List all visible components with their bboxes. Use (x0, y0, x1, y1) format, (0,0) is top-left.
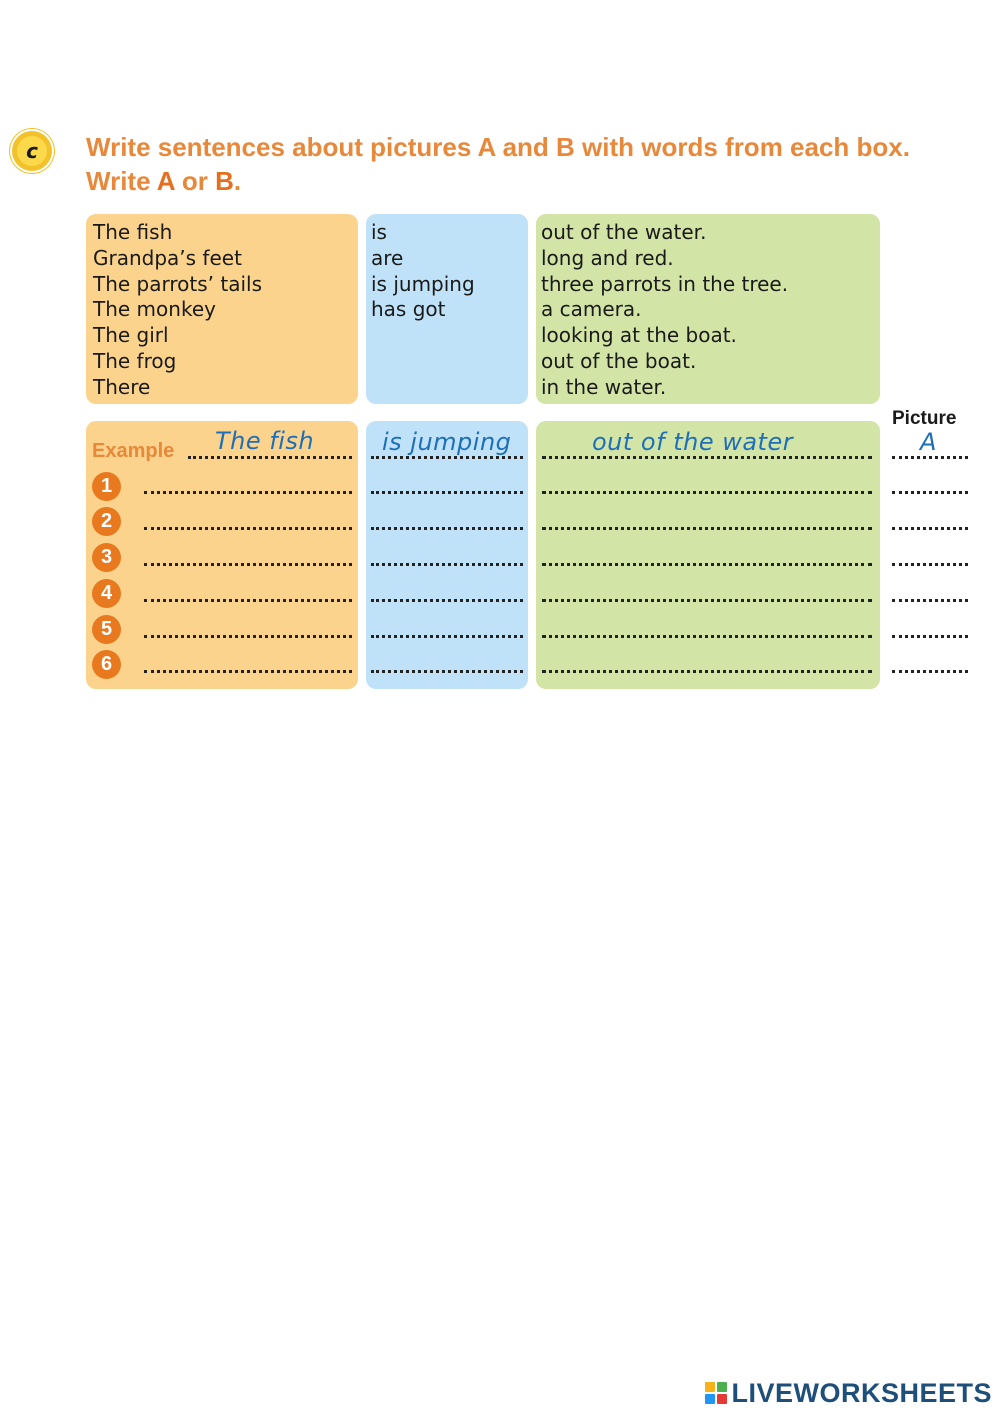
subject-word: The monkey (93, 297, 216, 322)
row-number: 2 (92, 507, 121, 536)
exercise-instruction (86, 130, 966, 198)
example-ending-line (542, 456, 872, 459)
example-verb-line (371, 456, 523, 459)
subject-answer-field[interactable] (144, 599, 352, 602)
endings-list (541, 220, 788, 401)
row-number: 6 (92, 650, 121, 679)
brand-name: LIVEWORKSHEETS (731, 1377, 992, 1408)
ending-word: a camera. (541, 297, 642, 322)
liveworksheets-logo-icon (705, 1382, 727, 1404)
instruction-letter-b: B (215, 166, 234, 196)
verb-answer-field[interactable] (371, 527, 523, 530)
subject-word: The fish (93, 220, 173, 244)
picture-answer-field[interactable] (892, 527, 968, 530)
ending-word: out of the boat. (541, 348, 697, 373)
picture-answer-field[interactable] (892, 670, 968, 673)
instruction-end: . (233, 166, 242, 196)
ending-answer-field[interactable] (542, 670, 872, 673)
footer-brand[interactable] (705, 1376, 992, 1410)
subject-word: The parrots’ tails (93, 271, 263, 296)
ending-word: three parrots in the tree. (541, 271, 789, 296)
verb-word: are (371, 245, 404, 270)
subject-word: The girl (93, 323, 169, 348)
example-label: Example (92, 440, 175, 462)
example-ending-answer: out of the water (592, 428, 794, 456)
example-picture-answer: A (920, 428, 937, 456)
row-number: 5 (92, 615, 121, 644)
verb-answer-field[interactable] (371, 670, 523, 673)
verb-word: has got (371, 297, 446, 322)
subject-answer-field[interactable] (144, 670, 352, 673)
ending-word: looking at the boat. (541, 323, 737, 348)
ending-word: long and red. (541, 245, 674, 270)
ending-word: in the water. (541, 374, 667, 399)
verb-word: is jumping (371, 271, 475, 296)
ending-word: out of the water. (541, 220, 707, 244)
example-subject-answer: The fish (215, 427, 315, 455)
subject-word: Grandpa’s feet (93, 245, 242, 270)
example-picture-line (892, 456, 968, 459)
picture-column-header: Picture (892, 408, 957, 429)
verb-word: is (371, 220, 387, 244)
picture-answer-field[interactable] (892, 491, 968, 494)
picture-answer-field[interactable] (892, 563, 968, 566)
subject-answer-field[interactable] (144, 563, 352, 566)
verbs-list (371, 220, 475, 323)
picture-answer-field[interactable] (892, 599, 968, 602)
row-number: 1 (92, 472, 121, 501)
picture-answer-field[interactable] (892, 635, 968, 638)
ending-answer-field[interactable] (542, 491, 872, 494)
instruction-or: or (174, 166, 216, 196)
verb-answer-field[interactable] (371, 491, 523, 494)
ending-answer-field[interactable] (542, 635, 872, 638)
ending-answer-field[interactable] (542, 599, 872, 602)
subjects-list (93, 220, 262, 401)
instruction-text: Write sentences about pictures A and B with words from each box. Write (86, 132, 910, 196)
ending-answer-field[interactable] (542, 527, 872, 530)
example-subject-line (188, 456, 352, 459)
subject-answer-field[interactable] (144, 635, 352, 638)
exercise-letter: c (17, 136, 47, 166)
verb-answer-field[interactable] (371, 599, 523, 602)
example-verb-answer: is jumping (382, 428, 512, 456)
row-number: 3 (92, 543, 121, 572)
answer-verbs-column (366, 421, 528, 689)
row-number: 4 (92, 579, 121, 608)
answer-endings-column (536, 421, 880, 689)
subject-answer-field[interactable] (144, 527, 352, 530)
verb-answer-field[interactable] (371, 563, 523, 566)
ending-answer-field[interactable] (542, 563, 872, 566)
exercise-badge (12, 131, 52, 171)
subject-answer-field[interactable] (144, 491, 352, 494)
verb-answer-field[interactable] (371, 635, 523, 638)
subject-word: There (93, 374, 151, 399)
subject-word: The frog (93, 348, 177, 373)
instruction-letter-a: A (156, 166, 175, 196)
